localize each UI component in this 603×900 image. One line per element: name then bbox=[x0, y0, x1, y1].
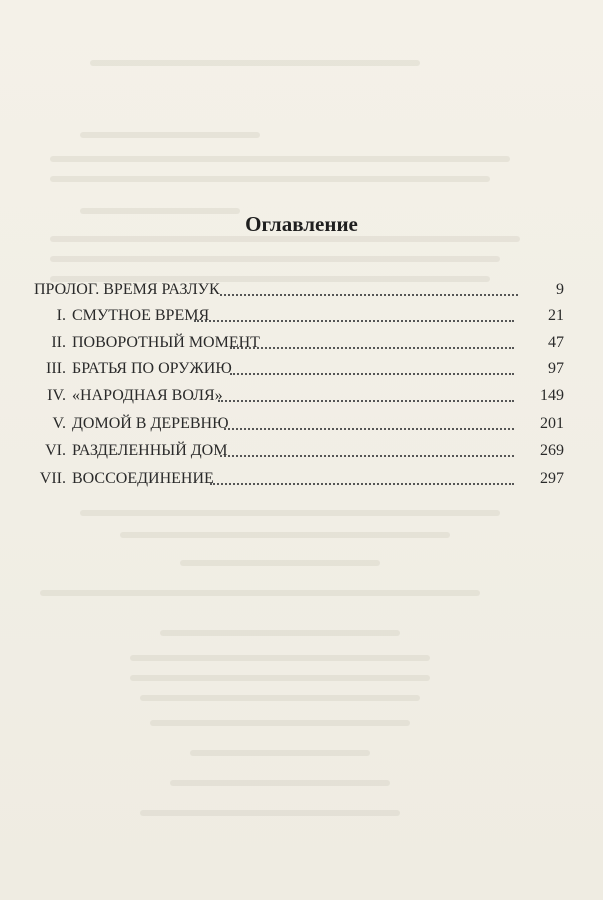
toc-page-number: 9 bbox=[556, 281, 564, 298]
toc-page-number: 269 bbox=[540, 442, 564, 459]
toc-page-number: 201 bbox=[540, 415, 564, 432]
toc-row[interactable] bbox=[34, 468, 564, 490]
toc-page-number: 21 bbox=[548, 307, 564, 324]
toc-row[interactable] bbox=[34, 440, 564, 462]
toc-chapter-number: I. bbox=[56, 307, 66, 324]
toc-chapter-number: VII. bbox=[39, 470, 66, 487]
toc-entry-label: «НАРОДНАЯ ВОЛЯ» bbox=[72, 387, 223, 404]
toc-leader-dots bbox=[218, 400, 514, 402]
toc-page-number: 149 bbox=[540, 387, 564, 404]
toc-entry-label: ПОВОРОТНЫЙ МОМЕНТ bbox=[72, 334, 260, 351]
toc-leader-dots bbox=[210, 483, 514, 485]
toc-entry-label: ВОССОЕДИНЕНИЕ bbox=[72, 470, 214, 487]
toc-row[interactable] bbox=[34, 413, 564, 435]
toc-leader-dots bbox=[220, 294, 518, 296]
toc-page-number: 97 bbox=[548, 360, 564, 377]
toc-title: Оглавление bbox=[245, 212, 358, 236]
toc-chapter-number: II. bbox=[51, 334, 66, 351]
toc-entry-label: СМУТНОЕ ВРЕМЯ bbox=[72, 307, 210, 324]
toc-leader-dots bbox=[224, 428, 514, 430]
toc-row[interactable] bbox=[34, 385, 564, 407]
toc-row[interactable] bbox=[34, 305, 564, 327]
toc-row[interactable] bbox=[34, 332, 564, 354]
toc-entry-label: РАЗДЕЛЕННЫЙ ДОМ bbox=[72, 442, 228, 459]
toc-chapter-number: VI. bbox=[45, 442, 66, 459]
toc-chapter-number: IV. bbox=[47, 387, 66, 404]
toc-row[interactable] bbox=[34, 358, 564, 380]
toc-row[interactable] bbox=[34, 279, 564, 301]
toc-page-number: 47 bbox=[548, 334, 564, 351]
toc-leader-dots bbox=[220, 455, 514, 457]
toc-entry-label: ДОМОЙ В ДЕРЕВНЮ bbox=[72, 415, 229, 432]
toc-leader-dots bbox=[230, 347, 514, 349]
toc-leader-dots bbox=[194, 320, 514, 322]
toc-chapter-number: V. bbox=[52, 415, 66, 432]
toc-page-number: 297 bbox=[540, 470, 564, 487]
toc-entry-label: БРАТЬЯ ПО ОРУЖИЮ bbox=[72, 360, 232, 377]
toc-entry-label: ПРОЛОГ. ВРЕМЯ РАЗЛУК bbox=[34, 281, 220, 298]
toc-chapter-number: III. bbox=[46, 360, 66, 377]
toc-leader-dots bbox=[230, 373, 514, 375]
